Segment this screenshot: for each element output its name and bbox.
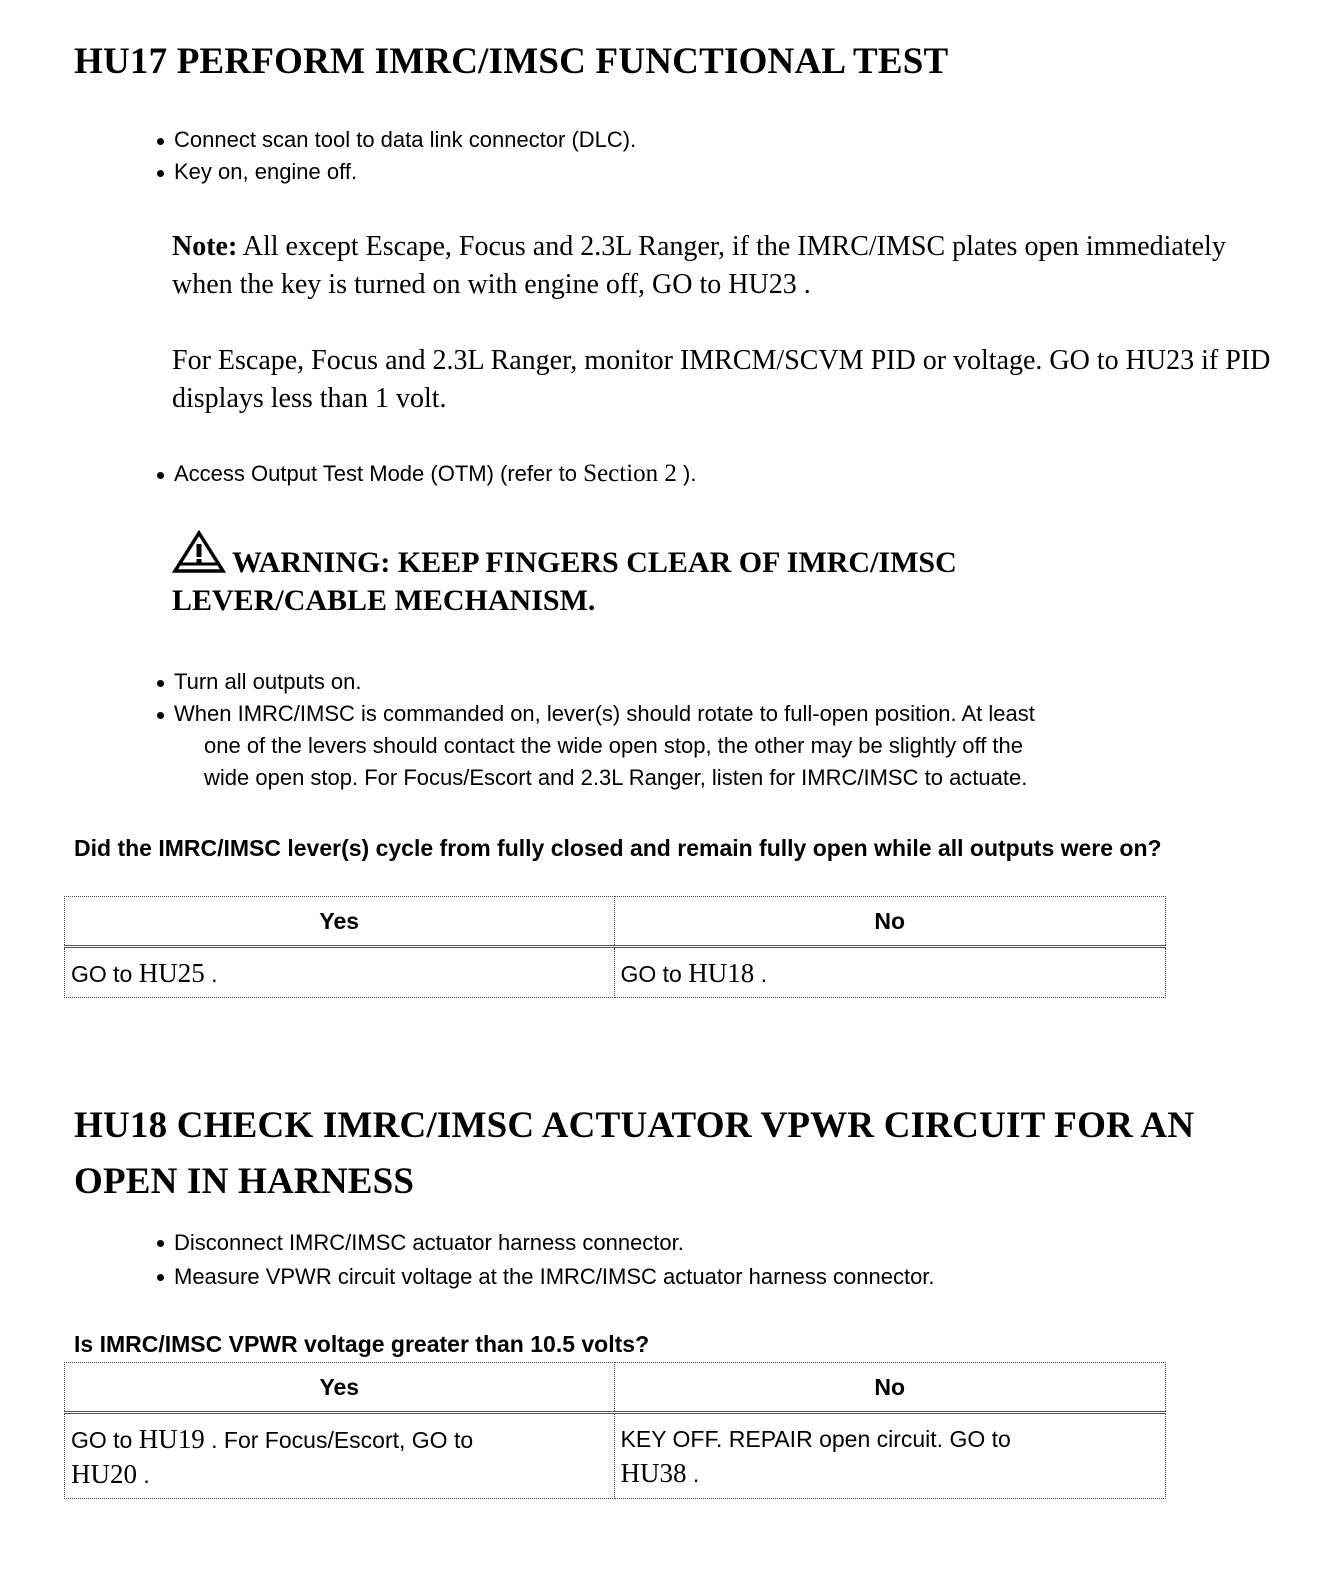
- note-paragraph: [172, 228, 1282, 304]
- cell-text-suffix: .: [204, 961, 218, 987]
- note2-text: For Escape, Focus and 2.3L Ranger, monitor IMRCM/SCVM PID or voltage. GO to HU23 if PID displays less than 1 volt.: [172, 345, 1271, 414]
- cell-text: GO to: [620, 961, 689, 987]
- step-text-cont: one of the levers should contact the wide open stop, the other may be slightly off the: [204, 733, 1023, 758]
- cell-text-suffix: .: [754, 961, 768, 987]
- no-header: No: [614, 897, 1166, 947]
- no-header: No: [614, 1363, 1165, 1413]
- hu17-question: Did the IMRC/IMSC lever(s) cycle from fully closed and remain fully open while all outputs were on?: [74, 835, 1162, 861]
- cell-text-mid: . For Focus/Escort, GO to: [204, 1427, 474, 1453]
- hu17-step-otm: [150, 458, 1300, 490]
- warning-block: [172, 530, 1282, 620]
- hu20-link[interactable]: HU20: [71, 1459, 137, 1489]
- step-text: When IMRC/IMSC is commanded on, lever(s) should rotate to full-open position. At least: [174, 701, 1035, 726]
- list-item: [150, 1226, 1300, 1260]
- yes-cell: [65, 1413, 615, 1499]
- note-text: All except Escape, Focus and 2.3L Ranger, if the IMRC/IMSC plates open immediately when the key is turned on with engine off, GO to HU23 .: [172, 231, 1226, 300]
- hu19-link[interactable]: HU19: [138, 1424, 205, 1454]
- hu18-result-table: [64, 1362, 1274, 1499]
- no-cell: [614, 1413, 1165, 1499]
- cell-text: KEY OFF. REPAIR open circuit. GO to: [620, 1426, 1011, 1452]
- cell-text: GO to: [71, 1427, 139, 1453]
- title-line-1: HU18 CHECK IMRC/IMSC ACTUATOR VPWR CIRCUIT FOR AN: [74, 1105, 1195, 1146]
- step-text: Turn all outputs on.: [174, 669, 362, 694]
- step-text: Key on, engine off.: [174, 159, 358, 184]
- list-item: [150, 124, 1300, 156]
- cell-text-suffix: .: [137, 1462, 150, 1488]
- hu18-link[interactable]: HU18: [688, 958, 755, 988]
- step-text: Disconnect IMRC/IMSC actuator harness connector.: [174, 1230, 684, 1255]
- list-item: [150, 698, 1300, 794]
- list-item: [150, 156, 1300, 188]
- warning-triangle-icon: [172, 530, 226, 574]
- hu18-question: Is IMRC/IMSC VPWR voltage greater than 10.5 volts?: [74, 1331, 650, 1357]
- yes-header: Yes: [65, 897, 615, 947]
- note-paragraph-2: [172, 342, 1282, 418]
- cell-text: GO to: [71, 961, 139, 987]
- yes-header: Yes: [65, 1363, 615, 1413]
- list-item: [150, 1260, 1300, 1294]
- hu17-result-table: [64, 896, 1274, 998]
- hu18-steps: [150, 1226, 1300, 1294]
- list-item: [150, 458, 1300, 490]
- list-item: [150, 666, 1300, 698]
- section-hu18: [74, 1098, 1284, 1210]
- hu17-steps-a: [150, 124, 1300, 188]
- warning-line-1: WARNING: KEEP FINGERS CLEAR OF IMRC/IMSC: [232, 546, 957, 579]
- cell-text-suffix: .: [686, 1461, 700, 1487]
- section-hu17: [74, 40, 1284, 84]
- step-text-cont: wide open stop. For Focus/Escort and 2.3L Ranger, listen for IMRC/IMSC to actuate.: [204, 765, 1028, 790]
- yes-cell: [65, 947, 615, 998]
- warning-line-2: LEVER/CABLE MECHANISM.: [172, 584, 596, 617]
- step-text: Measure VPWR circuit voltage at the IMRC/IMSC actuator harness connector.: [174, 1264, 935, 1289]
- no-cell: [614, 947, 1166, 998]
- step-text-suffix: ).: [676, 461, 697, 486]
- section-2-link[interactable]: Section 2: [583, 460, 677, 487]
- section-title-hu17: HU17 PERFORM IMRC/IMSC FUNCTIONAL TEST: [74, 41, 949, 82]
- note-label: Note:: [172, 231, 238, 262]
- step-text: Access Output Test Mode (OTM) (refer to: [174, 461, 584, 486]
- step-text: Connect scan tool to data link connector (DLC).: [174, 127, 637, 152]
- hu38-link[interactable]: HU38: [620, 1458, 687, 1488]
- section-title-hu18: [74, 1098, 1284, 1210]
- hu25-link[interactable]: HU25: [138, 958, 205, 988]
- hu17-steps-b: [150, 666, 1300, 794]
- title-line-2: OPEN IN HARNESS: [74, 1161, 415, 1202]
